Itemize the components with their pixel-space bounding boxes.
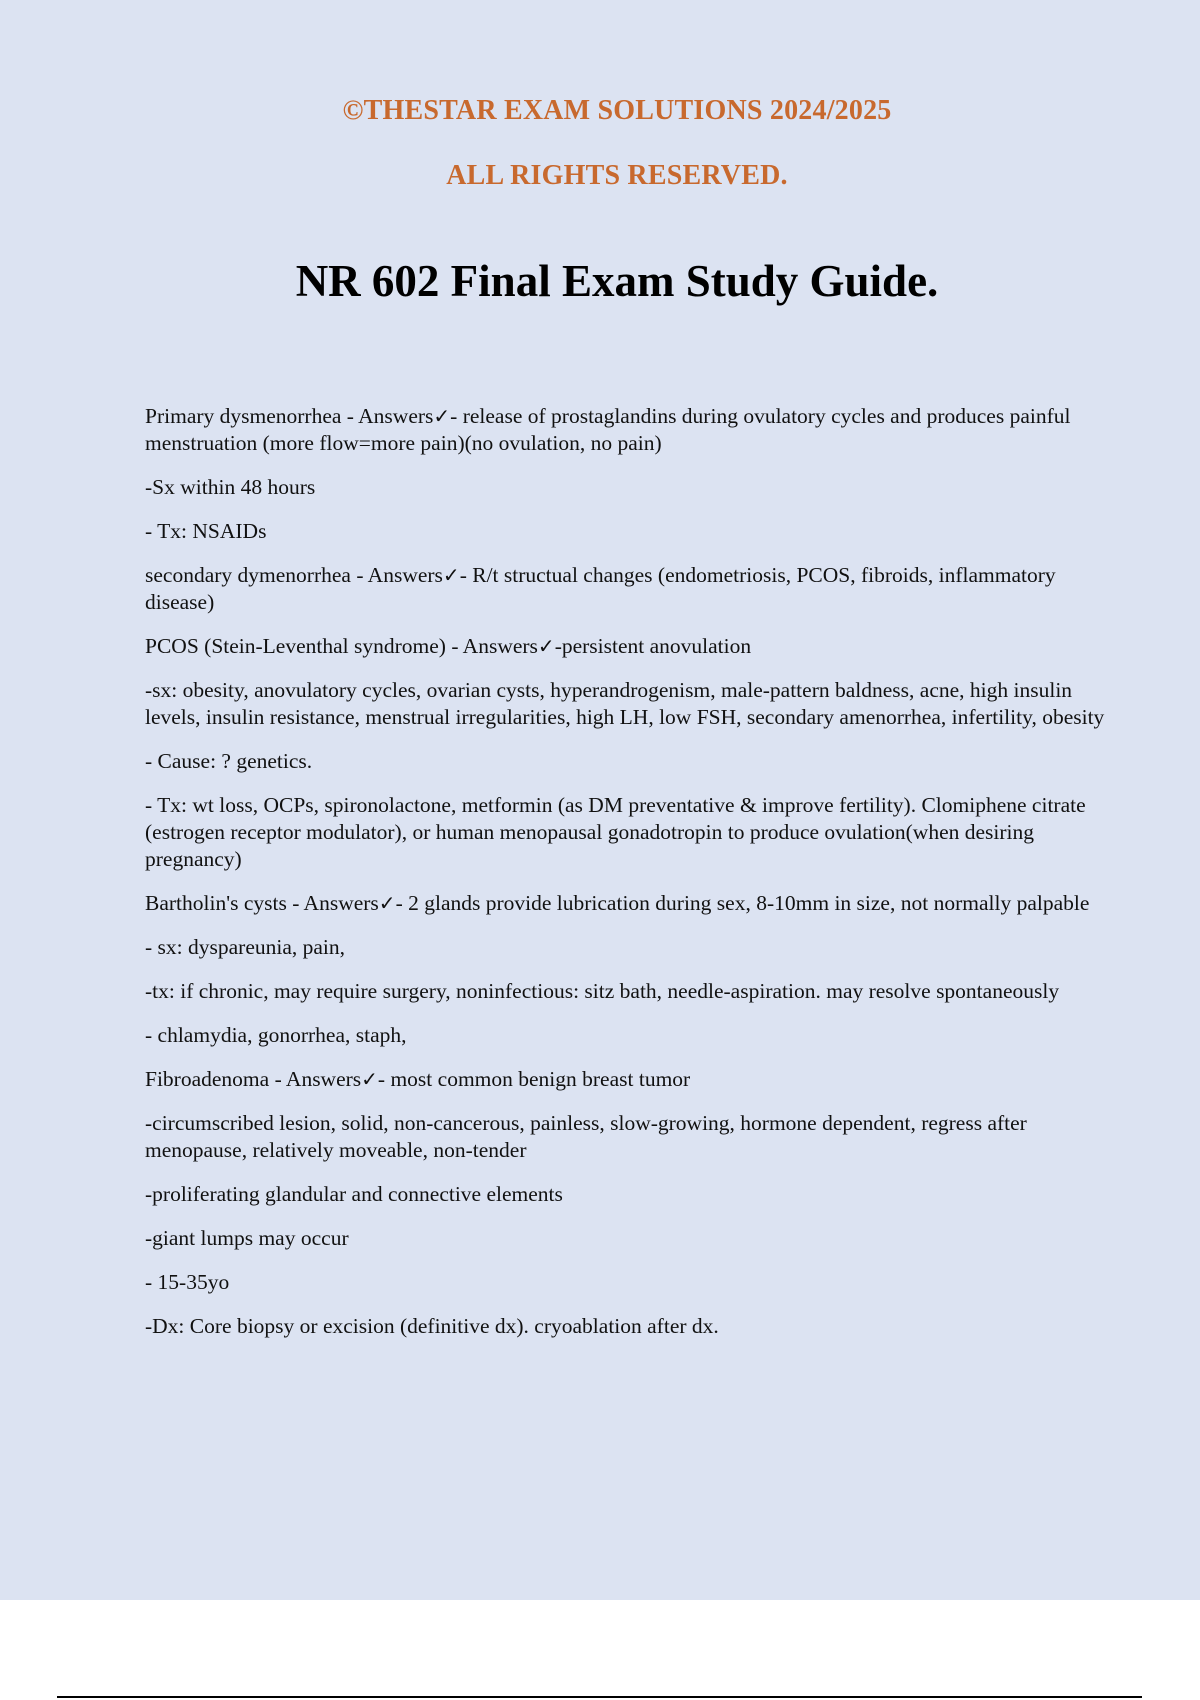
rights-reserved-line: ALL RIGHTS RESERVED. [446, 160, 788, 191]
entry-note: -sx: obesity, anovulatory cycles, ovarian cysts, hyperandrogenism, male-pattern baldness, acne, high insulin levels, insulin resistance, menstrual irregularities, high LH, low FSH, secondary amenorrhea, infertility, obesity [145, 678, 1105, 729]
entry-term: secondary dymenorrhea - Answers [145, 563, 443, 587]
entry-definition: - release of prostaglandins during ovulatory cycles and produces painful menstruation (more flow=more pain)(no ovulation, no pain) [145, 404, 1071, 455]
entry-term: Primary dysmenorrhea - Answers [145, 404, 434, 428]
study-guide-content [145, 403, 1105, 1357]
entry-definition: - 2 glands provide lubrication during sex, 8-10mm in size, not normally palpable [395, 891, 1090, 915]
entry-note: - Tx: NSAIDs [145, 519, 267, 543]
entry-secondary-dysmenorrhea [145, 562, 1105, 616]
entry-note: - 15-35yo [145, 1270, 230, 1294]
entry-note: -Sx within 48 hours [145, 475, 316, 499]
entry-definition: - most common benign breast tumor [377, 1067, 691, 1091]
entry-note: - chlamydia, gonorrhea, staph, [145, 1023, 407, 1047]
entry-note: -tx: if chronic, may require surgery, noninfectious: sitz bath, needle-aspiration. may resolve spontaneously [145, 979, 1060, 1003]
checkmark-icon: ✓ [442, 563, 460, 587]
entry-note: -giant lumps may occur [145, 1226, 349, 1250]
entry-note: - sx: dyspareunia, pain, [145, 935, 346, 959]
entry-note: - Tx: wt loss, OCPs, spironolactone, metformin (as DM preventative & improve fertility). Clomiphene citrate (estrogen receptor modulator), or human menopausal gonadotropin to produce ovulation(when desiring pregnancy) [145, 793, 1086, 871]
entry-term: Bartholin's cysts - Answers [145, 891, 379, 915]
entry-note: -proliferating glandular and connective elements [145, 1182, 563, 1206]
entry-term: Fibroadenoma - Answers [145, 1067, 362, 1091]
entry-note: - Cause: ? genetics. [145, 749, 313, 773]
copyright-line: ©THESTAR EXAM SOLUTIONS 2024/2025 [342, 95, 892, 126]
checkmark-icon: ✓ [361, 1067, 378, 1091]
entry-definition: -persistent anovulation [554, 634, 752, 658]
entry-fibroadenoma [145, 1066, 1105, 1093]
document-title: NR 602 Final Exam Study Guide. [295, 256, 939, 306]
entry-definition: - R/t structual changes (endometriosis, PCOS, fibroids, inflammatory disease) [145, 563, 1056, 614]
entry-bartholins-cysts [145, 890, 1105, 917]
checkmark-icon: ✓ [537, 634, 555, 658]
checkmark-icon: ✓ [433, 404, 451, 428]
entry-note: -Dx: Core biopsy or excision (definitive dx). cryoablation after dx. [145, 1314, 719, 1338]
entry-note: -circumscribed lesion, solid, non-cancerous, painless, slow-growing, hormone dependent, regress after menopause, relatively moveable, non-tender [145, 1111, 1027, 1162]
entry-primary-dysmenorrhea [145, 403, 1105, 457]
page-divider [57, 1696, 1142, 1698]
checkmark-icon: ✓ [378, 891, 396, 915]
entry-pcos [145, 633, 1105, 660]
entry-term: PCOS (Stein-Leventhal syndrome) - Answers [145, 634, 538, 658]
